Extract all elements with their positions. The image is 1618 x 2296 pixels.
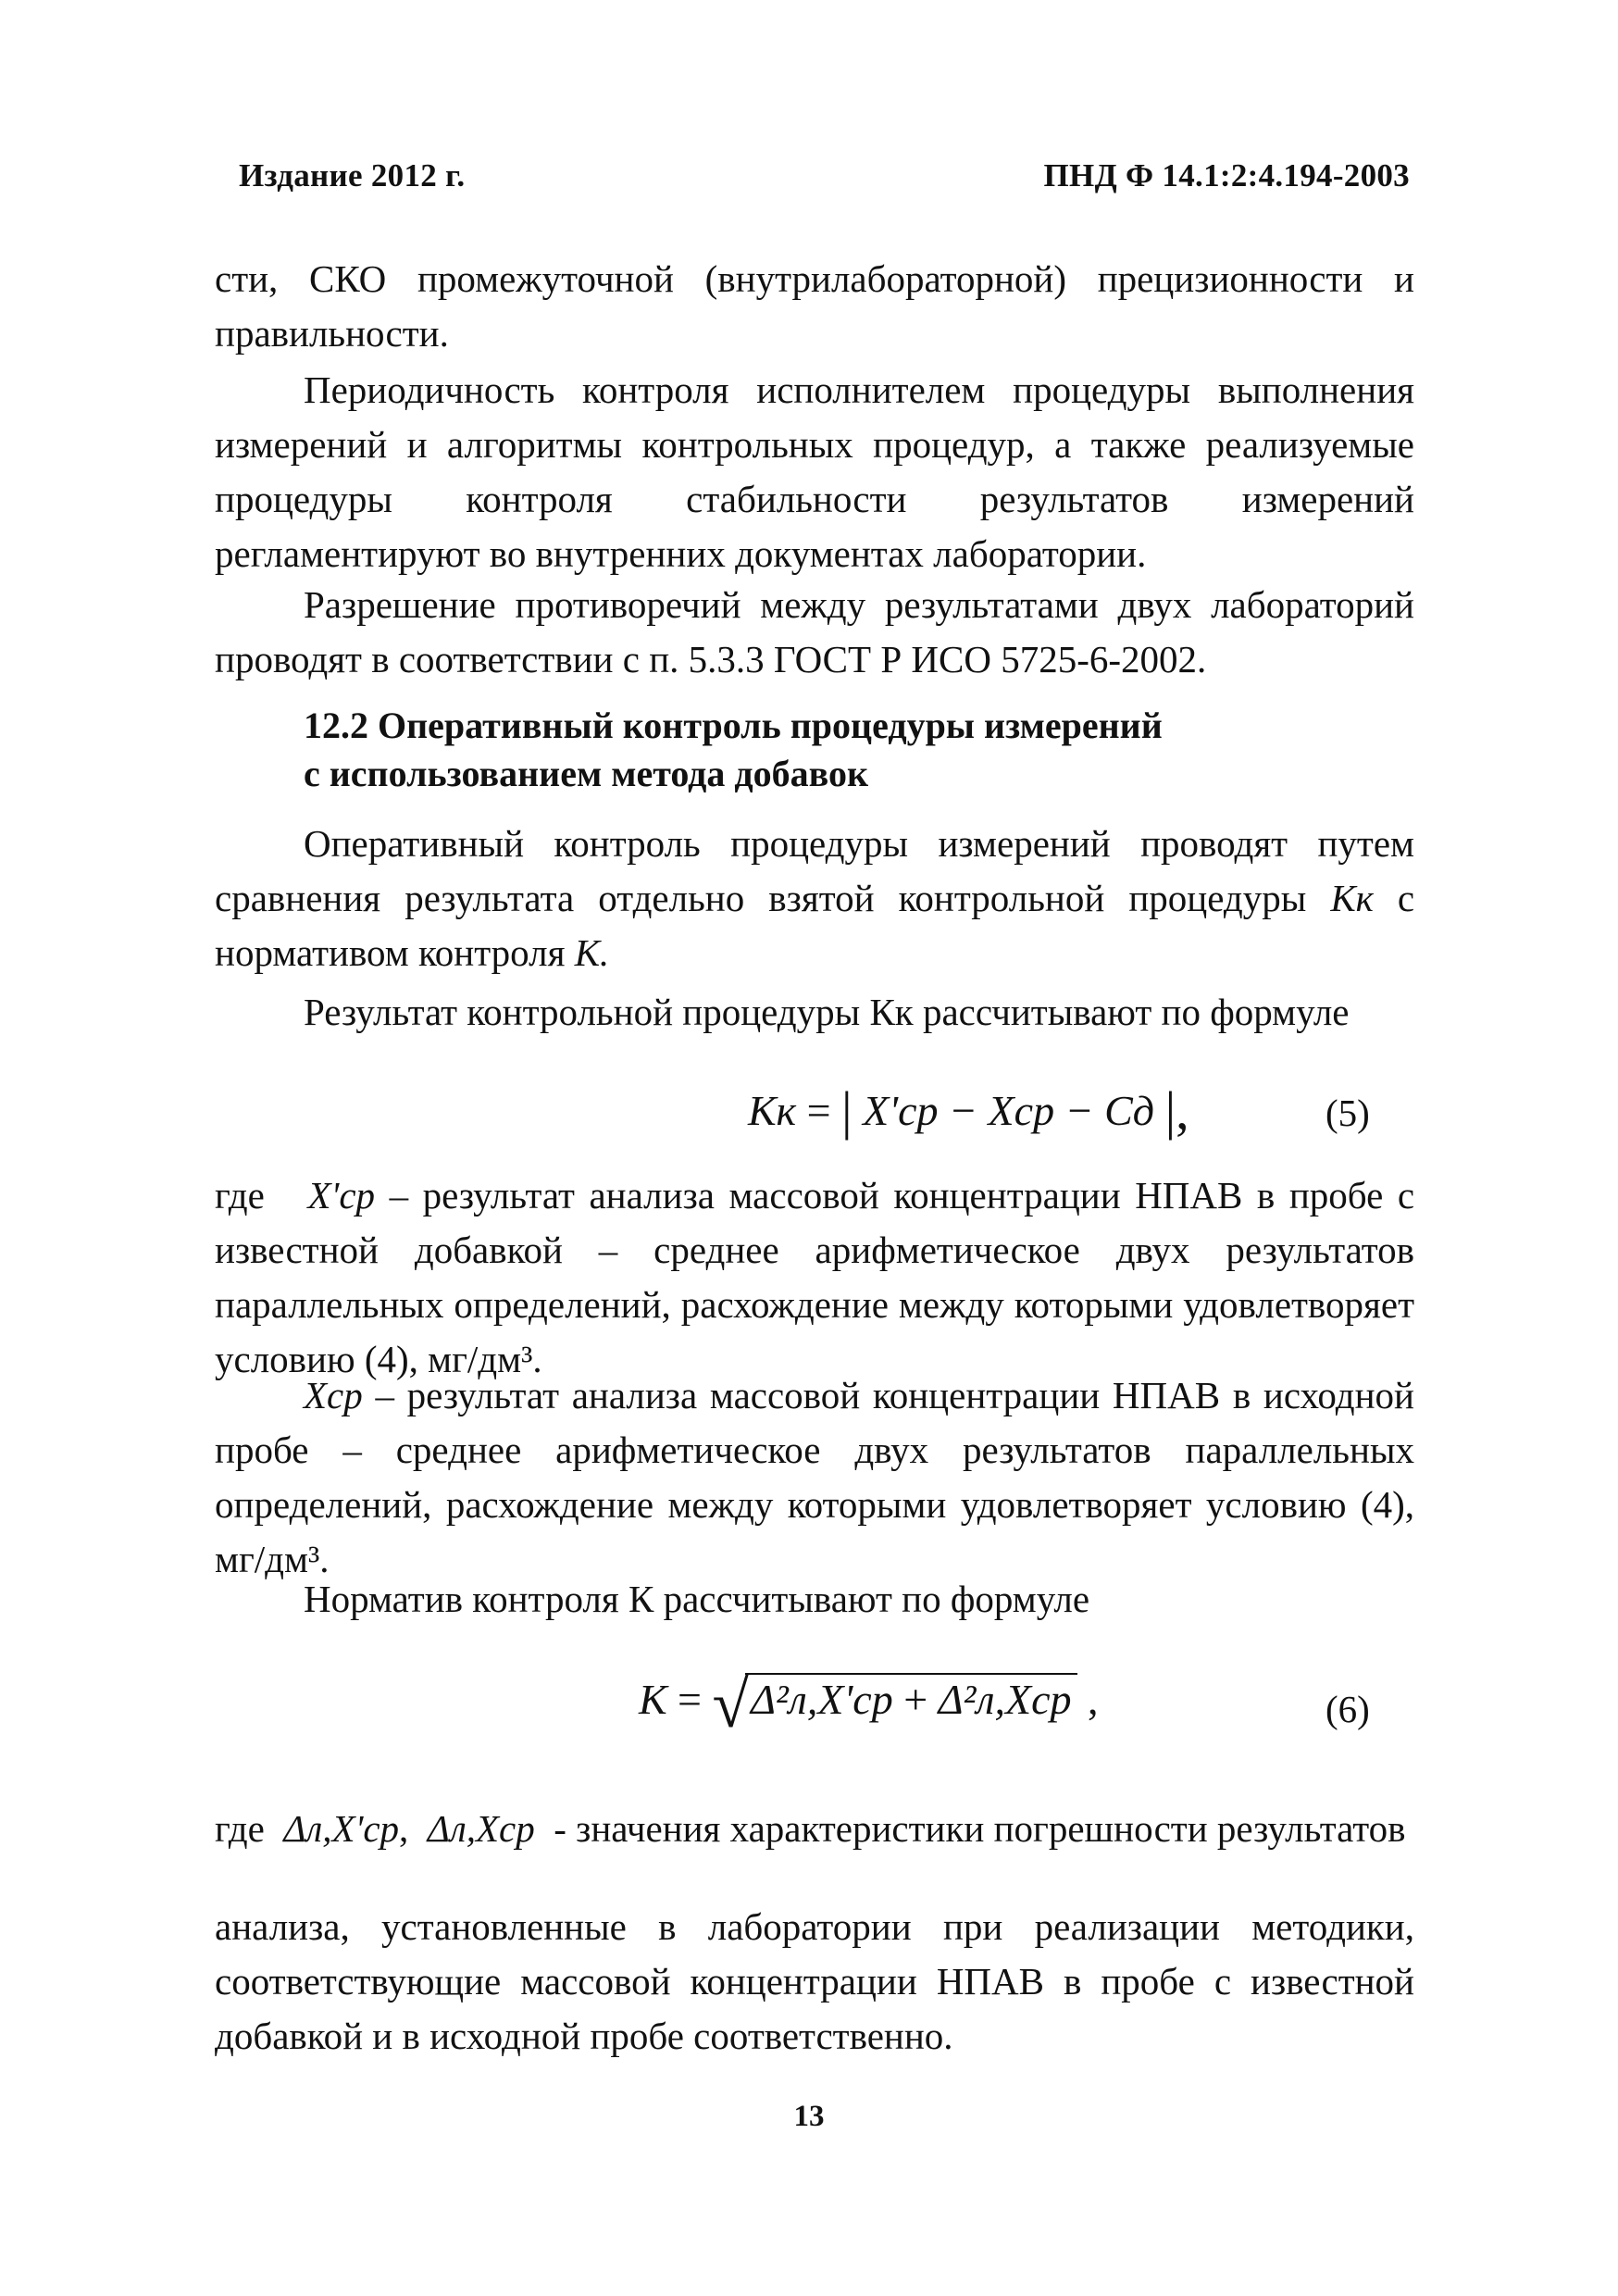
paragraph-continuation: сти, СКО промежуточной (внутрилабораторной) прецизионности и правильности. — [215, 257, 1414, 355]
definition-x-text: – результат анализа массовой концентрации НПАВ в исходной пробе – среднее арифметическое двух результатов параллельных определений, расхождение между которыми удовлетворяет условию (4), мг/дм³. — [215, 1374, 1414, 1580]
paragraph-operational-control — [215, 817, 1414, 980]
section-title — [304, 702, 1322, 798]
formula-6 — [639, 1666, 1099, 1743]
definition-x-prime — [215, 1168, 1414, 1387]
operational-control-tail: с нормативом контроля — [215, 877, 1415, 974]
sqrt-sign-icon: √ — [712, 1667, 750, 1741]
section-title-line-1: 12.2 Оперативный контроль процедуры измерений — [304, 705, 1163, 746]
paragraph-periodicity: Периодичность контроля исполнителем процедуры выполнения измерений и алгоритмы контрольных процедур, а также реализуемые процедуры контроля стабильности результатов измерений регламентируют во внутренних документах лаборатории. — [215, 368, 1414, 575]
definition-deltas-text: - значения характеристики погрешности результатов — [554, 1807, 1406, 1850]
formula-6-term1: Δ²л,X'ср — [751, 1676, 893, 1723]
edition-label: Издание 2012 г. — [239, 157, 466, 193]
delta-x-prime-symbol: Δл,X'ср — [283, 1807, 400, 1850]
formula-6-plus: + — [903, 1676, 928, 1723]
definition-x-prime-lead: где — [215, 1174, 265, 1217]
paragraph-result-formula-intro: Результат контрольной процедуры Кк рассчитывают по формуле — [304, 991, 1350, 1033]
abs-bar-left: | — [841, 1080, 853, 1141]
definition-x — [215, 1368, 1414, 1587]
abs-bar-right: |, — [1164, 1080, 1189, 1141]
formula-5-lhs: Кк — [748, 1087, 797, 1134]
definition-deltas — [215, 1802, 1414, 1856]
operational-control-text: Оперативный контроль процедуры измерений проводят путем сравнения результата отдельно взятой контрольной процедуры — [215, 822, 1414, 919]
sqrt-radicand — [745, 1673, 1077, 1724]
formula-5 — [748, 1079, 1189, 1142]
formula-6-number: (6) — [1326, 1688, 1370, 1730]
formula-6-comma: , — [1088, 1676, 1099, 1723]
page-number: 13 — [793, 2100, 825, 2133]
x-prime-symbol: X'ср — [307, 1174, 376, 1217]
kk-symbol: Кк — [1330, 877, 1374, 919]
document-code: ПНД Ф 14.1:2:4.194-2003 — [1043, 157, 1410, 193]
paragraph-resolution: Разрешение противоречий между результатами двух лабораторий проводят в соответствии с п. 5.3.3 ГОСТ Р ИСО 5725-6-2002. — [215, 583, 1414, 680]
square-root — [713, 1666, 1077, 1743]
x-symbol: Xср — [304, 1374, 363, 1416]
paragraph-norm-formula-intro: Норматив контроля К рассчитывают по формуле — [304, 1578, 1090, 1620]
section-title-line-2: с использованием метода добавок — [304, 753, 869, 794]
definition-deltas-lead: где — [215, 1807, 265, 1850]
definition-x-prime-text: – результат анализа массовой концентрации НПАВ в пробе с известной добавкой – среднее арифметическое двух результатов параллельных определений, расхождение между которыми удовлетворяет условию (4), мг/дм³. — [215, 1174, 1415, 1380]
formula-6-term2: Δ²л,Xср — [938, 1676, 1072, 1723]
formula-5-number: (5) — [1326, 1092, 1370, 1134]
formula-6-lhs: К — [639, 1676, 667, 1723]
formula-5-rhs: X'ср − Xср − Сд — [863, 1087, 1155, 1134]
paragraph-analysis-values: анализа, установленные в лаборатории при реализации методики, соответствующие массовой концентрации НПАВ в пробе с известной добавкой и в исходной пробе соответственно. — [215, 1905, 1414, 2057]
formula-6-eq: = — [678, 1676, 702, 1723]
delta-separator: , — [399, 1807, 409, 1850]
delta-x-symbol: Δл,Xср — [427, 1807, 535, 1850]
formula-5-eq: = — [806, 1087, 831, 1134]
k-symbol: К. — [574, 931, 610, 974]
